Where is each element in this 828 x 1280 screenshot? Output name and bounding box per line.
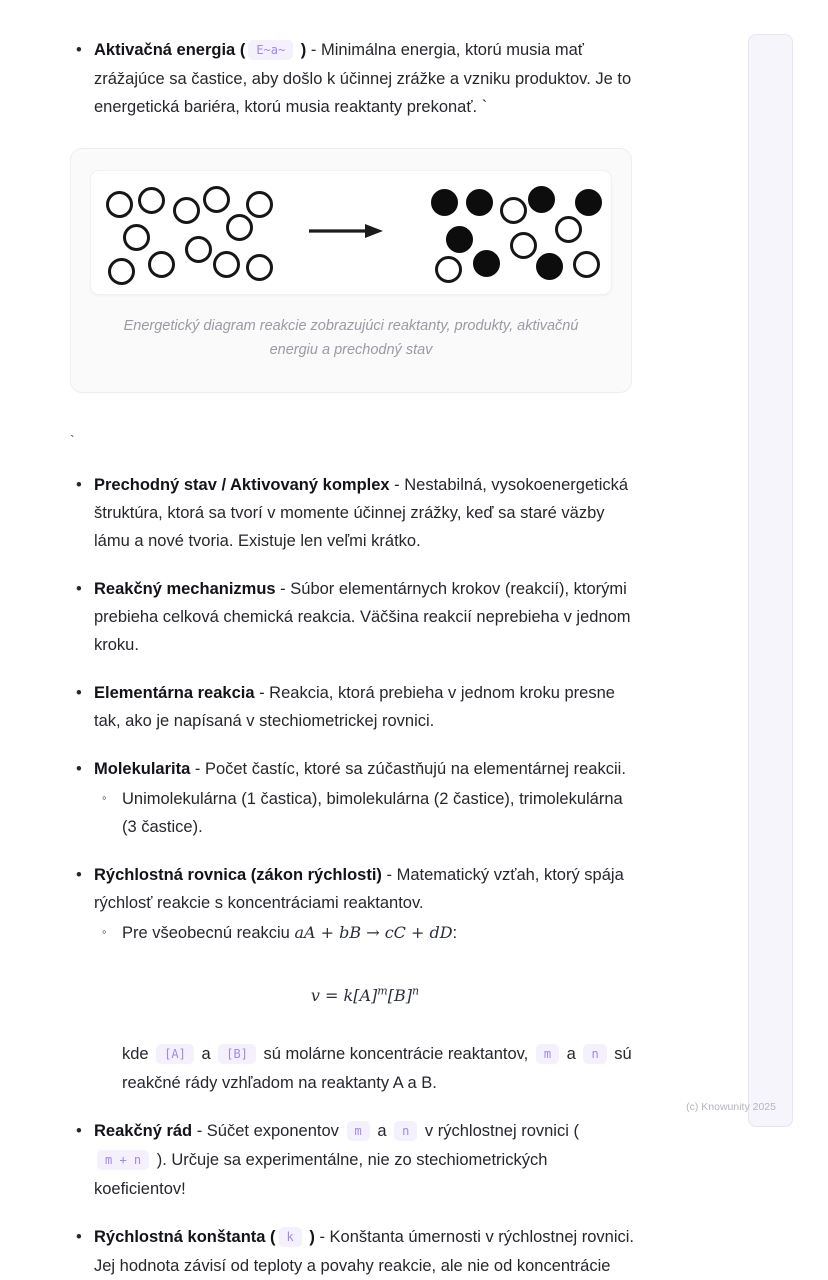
bullet-marker: • (76, 760, 82, 778)
inline-code-badge: k (279, 1227, 302, 1247)
bullet-marker: ◦ (102, 924, 107, 939)
product-particle-circle (528, 186, 555, 213)
text-segment: Rýchlostná konštanta ( (94, 1227, 276, 1246)
list-item (70, 575, 636, 659)
text-segment: - Súbor elementárnych krokov (reakcií), ktorými prebieha celková chemická reakcia. Väčšina reakcií neprebieha v jednom kroku. (94, 580, 631, 654)
text-segment: m (377, 984, 388, 997)
list-item-text (94, 580, 631, 654)
rate-equation-formula (70, 977, 636, 1010)
figure-card (70, 148, 632, 393)
text-segment: a (562, 1044, 581, 1063)
inline-code-badge: [A] (156, 1044, 194, 1064)
product-particle-circle (473, 250, 500, 277)
reactant-particle-circle (138, 187, 165, 214)
bullet-marker: • (76, 1121, 82, 1140)
list-item-text (122, 1045, 632, 1092)
inline-code-badge: m + n (97, 1150, 149, 1170)
copyright-label: (c) Knowunity 2025 (686, 1101, 776, 1113)
list-item (70, 471, 636, 555)
stray-backtick: ` (70, 432, 75, 448)
reactant-particle-circle (500, 197, 527, 224)
arrow-right-icon (307, 221, 385, 241)
paragraph (70, 1040, 636, 1097)
document-content (70, 36, 636, 1280)
text-segment: [B] (387, 985, 412, 1005)
product-particle-circle (466, 189, 493, 216)
text-segment: Elementárna reakcia (94, 684, 255, 702)
reactant-particle-circle (226, 214, 253, 241)
text-segment: aA + bB → cC + dD (294, 923, 453, 942)
inline-code-badge: m (347, 1121, 370, 1141)
text-segment: v = k[A] (310, 985, 378, 1005)
text-segment: Prechodný stav / Aktivovaný komplex (94, 476, 390, 494)
text-segment: - Minimálna energia, ktorú musia mať zrážajúce sa častice, aby došlo k účinnej zrážke a vzniku produktov. Je to energetická bariéra, ktorú musia reaktanty prekonať. ` (94, 41, 632, 116)
text-segment: n (411, 984, 420, 997)
text-segment: sú reakčné rády vzhľadom na reaktanty A a B. (122, 1044, 632, 1092)
list-item (70, 36, 636, 121)
reactant-particle-circle (203, 186, 230, 213)
list-item (70, 861, 636, 917)
list-item (70, 679, 636, 735)
reactant-particle-circle (555, 216, 582, 243)
list-item (70, 785, 636, 841)
reactant-particle-circle (573, 251, 600, 278)
list-item-text (122, 924, 457, 942)
bullet-marker: • (76, 580, 82, 598)
text-segment: ) (296, 41, 307, 59)
list-item-text (94, 476, 628, 550)
product-particle-circle (536, 253, 563, 280)
text-segment: a (372, 1121, 392, 1140)
list-item-text (94, 1228, 634, 1275)
inline-code-badge: m (536, 1044, 559, 1064)
reactant-particle-circle (435, 256, 462, 283)
reaction-diagram-image (90, 170, 612, 295)
text-segment: Unimolekulárna (1 častica), bimolekulárna (2 častice), trimolekulárna (3 častice). (122, 790, 623, 836)
text-segment: ) (304, 1227, 315, 1246)
list-item-text (94, 1122, 579, 1198)
list-item-text (310, 984, 420, 1005)
inline-code-badge: E~a~ (248, 40, 293, 60)
bullet-marker: • (76, 866, 82, 884)
list-item-text (94, 684, 615, 730)
list-item-text (94, 760, 626, 778)
bullet-marker: • (76, 41, 82, 59)
list-item-text (94, 866, 624, 912)
reactant-particle-circle (185, 236, 212, 263)
inline-code-badge: n (583, 1044, 606, 1064)
text-segment: Aktivačná energia ( (94, 41, 246, 59)
reactant-particle-circle (173, 197, 200, 224)
list-item-text (122, 790, 623, 836)
bullet-marker: • (76, 476, 82, 494)
text-segment: Molekularita (94, 760, 191, 778)
bullet-marker: • (76, 1227, 82, 1246)
text-segment: kde (122, 1044, 154, 1063)
list-item (70, 755, 636, 783)
inline-code-badge: n (394, 1121, 417, 1141)
reactant-particle-circle (106, 191, 133, 218)
text-segment: - Konštanta úmernosti v rýchlostnej rovnici. Jej hodnota závisí od teploty a povahy reakcie, ale nie od koncentrácie (94, 1227, 635, 1275)
text-segment: a (196, 1044, 216, 1063)
text-segment: - Súčet exponentov (192, 1121, 344, 1140)
list-item (70, 1117, 636, 1203)
reactant-particle-circle (510, 232, 537, 259)
text-segment: Pre všeobecnú reakciu (122, 924, 295, 942)
bullet-list (70, 471, 636, 1280)
reactant-particle-circle (108, 258, 135, 285)
text-segment: Reakčný rád (94, 1121, 193, 1140)
scrollbar-track[interactable] (748, 34, 793, 1127)
text-segment: Reakčný mechanizmus (94, 580, 276, 598)
reactant-particle-circle (213, 251, 240, 278)
product-particle-circle (431, 189, 458, 216)
bullet-marker: ◦ (102, 790, 107, 805)
inline-code-badge: [B] (218, 1044, 256, 1064)
reactant-particle-circle (246, 254, 273, 281)
list-item-text (94, 41, 631, 116)
list-item (70, 919, 636, 947)
text-segment: ). Určuje sa experimentálne, nie zo stechiometrických koeficientov! (94, 1150, 548, 1198)
product-particle-circle (575, 189, 602, 216)
text-segment: - Matematický vzťah, ktorý spája rýchlosť reakcie s koncentráciami reaktantov. (94, 866, 624, 912)
text-segment: - Reakcia, ktorá prebieha v jednom kroku presne tak, ako je napísaná v stechiometrickej rovnici. (94, 684, 615, 730)
reactant-particle-circle (123, 224, 150, 251)
list-item (70, 1223, 636, 1280)
text-segment: - Nestabilná, vysokoenergetická štruktúra, ktorá sa tvorí v momente účinnej zrážky, keď sa staré väzby lámu a nové tvoria. Existuje len veľmi krátko. (94, 476, 629, 550)
reactant-particle-circle (148, 251, 175, 278)
text-segment: sú molárne koncentrácie reaktantov, (258, 1044, 533, 1063)
reactant-particle-circle (246, 191, 273, 218)
product-particle-circle (446, 226, 473, 253)
bullet-marker: • (76, 684, 82, 702)
figure-caption: Energetický diagram reakcie zobrazujúci reaktanty, produkty, aktivačnú energiu a prechodný stav (123, 318, 579, 358)
text-segment: v rýchlostnej rovnici ( (420, 1121, 579, 1140)
text-segment: Rýchlostná rovnica (zákon rýchlosti) (94, 866, 382, 884)
text-segment: - Počet častíc, ktoré sa zúčastňujú na elementárnej reakcii. (190, 760, 626, 778)
text-segment: : (452, 924, 458, 942)
